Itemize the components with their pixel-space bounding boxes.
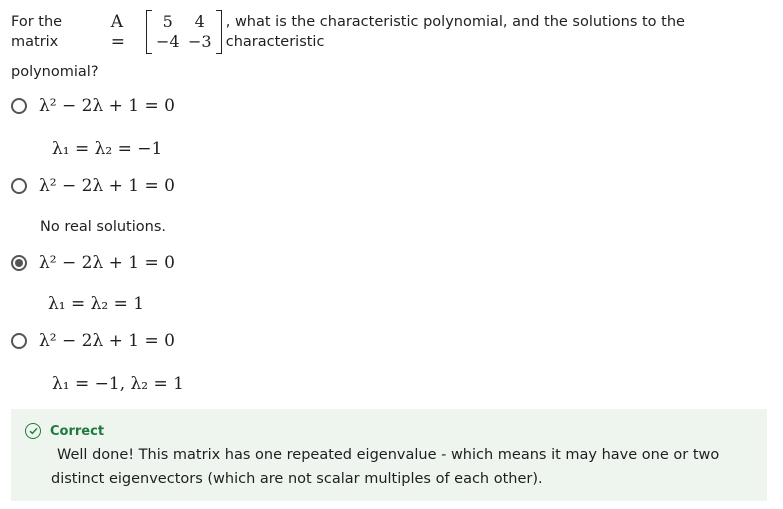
radio-button[interactable] bbox=[11, 333, 27, 349]
radio-button[interactable] bbox=[11, 178, 27, 194]
feedback-panel bbox=[11, 409, 767, 501]
right-bracket bbox=[216, 10, 222, 54]
option-equation: λ² − 2λ + 1 = 0 bbox=[39, 176, 175, 196]
feedback-title: Correct bbox=[50, 423, 105, 439]
option-1[interactable] bbox=[11, 96, 175, 116]
question-suffix: , what is the characteristic polynomial, and the solutions to the characteristic bbox=[225, 14, 685, 50]
option-2-answer: No real solutions. bbox=[40, 219, 166, 235]
option-4[interactable] bbox=[11, 331, 175, 351]
matrix-cell: 4 bbox=[194, 12, 205, 31]
question-prefix: For the matrix bbox=[11, 14, 63, 50]
radio-button[interactable] bbox=[11, 98, 27, 114]
option-4-answer: λ₁ = −1, λ₂ = 1 bbox=[52, 374, 184, 394]
check-circle-icon bbox=[25, 423, 41, 439]
question-suffix-line2: polynomial? bbox=[11, 64, 99, 80]
option-1-answer: λ₁ = λ₂ = −1 bbox=[52, 139, 163, 159]
option-equation: λ² − 2λ + 1 = 0 bbox=[39, 331, 175, 351]
matrix-cell: 5 bbox=[162, 12, 173, 31]
matrix-name: A = bbox=[110, 12, 126, 52]
option-equation: λ² − 2λ + 1 = 0 bbox=[39, 253, 175, 273]
option-3-answer: λ₁ = λ₂ = 1 bbox=[48, 294, 145, 314]
option-3[interactable] bbox=[11, 253, 175, 273]
radio-button-selected[interactable] bbox=[11, 255, 27, 271]
matrix-cell: −3 bbox=[187, 32, 212, 51]
option-2[interactable] bbox=[11, 176, 175, 196]
feedback-text: Well done! This matrix has one repeated eigenvalue - which means it may have one or two distinct eigenvectors (which are not scalar multiples of each other). bbox=[51, 447, 720, 487]
question-text bbox=[11, 6, 771, 82]
matrix-A bbox=[146, 10, 222, 54]
option-equation: λ² − 2λ + 1 = 0 bbox=[39, 96, 175, 116]
matrix-cell: −4 bbox=[155, 32, 180, 51]
